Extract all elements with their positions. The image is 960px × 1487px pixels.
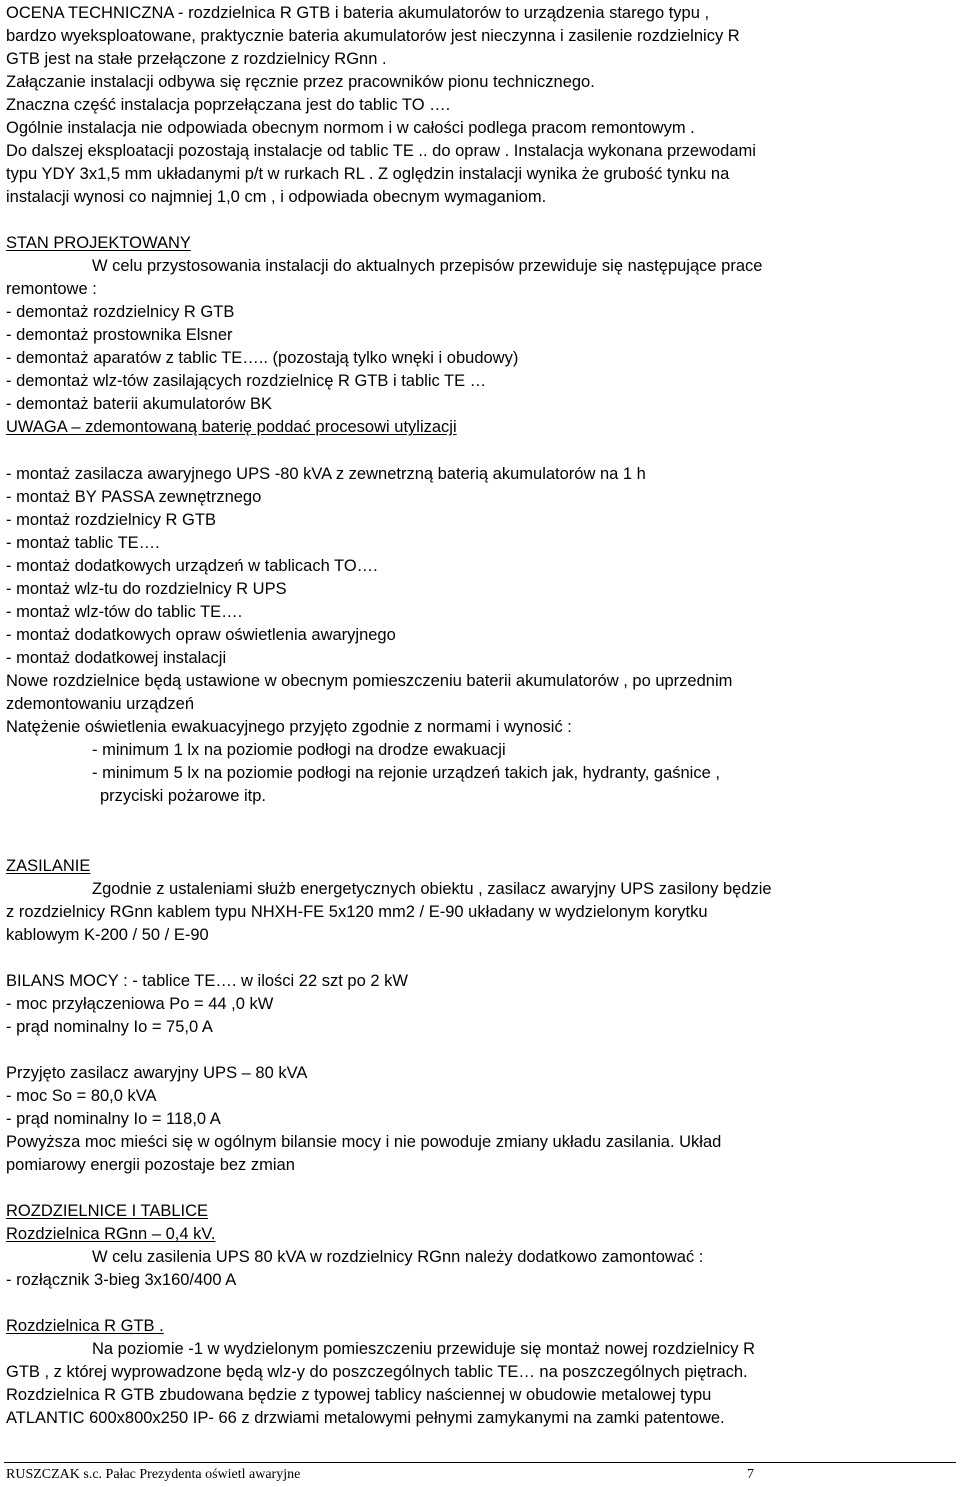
text-line: remontowe :: [6, 280, 97, 298]
text-line: - minimum 1 lx na poziomie podłogi na drodze ewakuacji: [92, 741, 506, 759]
text-line: - prąd nominalny Io = 75,0 A: [6, 1018, 213, 1036]
text-line: zdemontowaniu urządzeń: [6, 695, 195, 713]
text-line: Zgodnie z ustaleniami służb energetycznych obiektu , zasilacz awaryjny UPS zasilony będzie: [92, 880, 772, 898]
text-line: W celu zasilenia UPS 80 kVA w rozdzielnicy RGnn należy dodatkowo zamontować :: [92, 1248, 704, 1266]
text-line: - montaż rozdzielnicy R GTB: [6, 511, 216, 529]
text-line: bardzo wyeksploatowane, praktycznie bateria akumulatorów jest nieczynna i zasilenie rozdzielnicy R: [6, 27, 740, 45]
section-heading: Rozdzielnica RGnn – 0,4 kV.: [6, 1225, 216, 1243]
text-line: Przyjęto zasilacz awaryjny UPS – 80 kVA: [6, 1064, 308, 1082]
section-heading: ZASILANIE: [6, 857, 91, 875]
text-line: GTB jest na stałe przełączone z rozdzielnicy RGnn .: [6, 50, 387, 68]
footer-left: RUSZCZAK s.c. Pałac Prezydenta oświetl awaryjne: [6, 1467, 301, 1482]
text-line: GTB , z której wyprowadzone będą wlz-y do poszczególnych tablic TE… na poszczególnych piętrach.: [6, 1363, 748, 1381]
text-line: Natężenie oświetlenia ewakuacyjnego przyjęto zgodnie z normami i wynosić :: [6, 718, 572, 736]
text-line: typu YDY 3x1,5 mm układanymi p/t w rurkach RL . Z oględzin instalacji wynika że grubość tynku na: [6, 165, 730, 183]
text-line: - montaż dodatkowej instalacji: [6, 649, 227, 667]
text-line: - montaż dodatkowych urządzeń w tablicach TO….: [6, 557, 378, 575]
text-line: - demontaż prostownika Elsner: [6, 326, 233, 344]
text-line: - demontaż wlz-tów zasilających rozdzielnicę R GTB i tablic TE …: [6, 372, 487, 390]
text-line: - montaż wlz-tów do tablic TE….: [6, 603, 243, 621]
text-line: - prąd nominalny Io = 118,0 A: [6, 1110, 221, 1128]
section-heading: Rozdzielnica R GTB .: [6, 1317, 164, 1335]
text-line: - demontaż rozdzielnicy R GTB: [6, 303, 235, 321]
text-line: Powyższa moc mieści się w ogólnym bilansie mocy i nie powoduje zmiany układu zasilania. Układ: [6, 1133, 722, 1151]
text-line: Rozdzielnica R GTB zbudowana będzie z typowej tablicy naściennej w obudowie metalowej typu: [6, 1386, 712, 1404]
text-line: Na poziomie -1 w wydzielonym pomieszczeniu przewiduje się montaż nowej rozdzielnicy R: [92, 1340, 756, 1358]
text-line: BILANS MOCY : - tablice TE…. w ilości 22 szt po 2 kW: [6, 972, 408, 990]
text-line: W celu przystosowania instalacji do aktualnych przepisów przewiduje się następujące prace: [92, 257, 763, 275]
text-line: Załączanie instalacji odbywa się ręcznie przez pracowników pionu technicznego.: [6, 73, 595, 91]
footer-rule: [4, 1462, 956, 1463]
text-line: - rozłącznik 3-bieg 3x160/400 A: [6, 1271, 237, 1289]
text-line: - demontaż aparatów z tablic TE….. (pozostają tylko wnęki i obudowy): [6, 349, 519, 367]
text-line: - demontaż baterii akumulatorów BK: [6, 395, 272, 413]
text-line: ATLANTIC 600x800x250 IP- 66 z drzwiami metalowymi pełnymi zamykanymi na zamki patentowe.: [6, 1409, 725, 1427]
text-line: - montaż dodatkowych opraw oświetlenia awaryjnego: [6, 626, 396, 644]
text-line: - montaż wlz-tu do rozdzielnicy R UPS: [6, 580, 287, 598]
text-line: - moc przyłączeniowa Po = 44 ,0 kW: [6, 995, 274, 1013]
text-line: Ogólnie instalacja nie odpowiada obecnym normom i w całości podlega pracom remontowym .: [6, 119, 695, 137]
text-line: Nowe rozdzielnice będą ustawione w obecnym pomieszczeniu baterii akumulatorów , po uprzednim: [6, 672, 733, 690]
text-line: - moc So = 80,0 kVA: [6, 1087, 157, 1105]
section-heading: STAN PROJEKTOWANY: [6, 234, 191, 252]
text-line: - montaż tablic TE….: [6, 534, 160, 552]
page-number: 7: [747, 1467, 754, 1482]
text-line: - minimum 5 lx na poziomie podłogi na rejonie urządzeń takich jak, hydranty, gaśnice ,: [92, 764, 720, 782]
text-line: pomiarowy energii pozostaje bez zmian: [6, 1156, 295, 1174]
text-line: - montaż zasilacza awaryjnego UPS -80 kVA z zewnetrzną baterią akumulatorów na 1 h: [6, 465, 646, 483]
text-line: Do dalszej eksploatacji pozostają instalacje od tablic TE .. do opraw . Instalacja wykonana przewodami: [6, 142, 756, 160]
text-line: z rozdzielnicy RGnn kablem typu NHXH-FE 5x120 mm2 / E-90 układany w wydzielonym korytku: [6, 903, 708, 921]
text-line: przyciski pożarowe itp.: [100, 787, 266, 805]
text-line: Znaczna część instalacja poprzełączana jest do tablic TO ….: [6, 96, 451, 114]
text-line: - montaż BY PASSA zewnętrznego: [6, 488, 262, 506]
section-heading: UWAGA – zdemontowaną baterię poddać procesowi utylizacji: [6, 418, 457, 436]
text-line: kablowym K-200 / 50 / E-90: [6, 926, 209, 944]
text-line: OCENA TECHNICZNA - rozdzielnica R GTB i bateria akumulatorów to urządzenia starego typu ,: [6, 4, 710, 22]
text-line: instalacji wynosi co najmniej 1,0 cm , i odpowiada obecnym wymaganiom.: [6, 188, 547, 206]
section-heading: ROZDZIELNICE I TABLICE: [6, 1202, 209, 1220]
